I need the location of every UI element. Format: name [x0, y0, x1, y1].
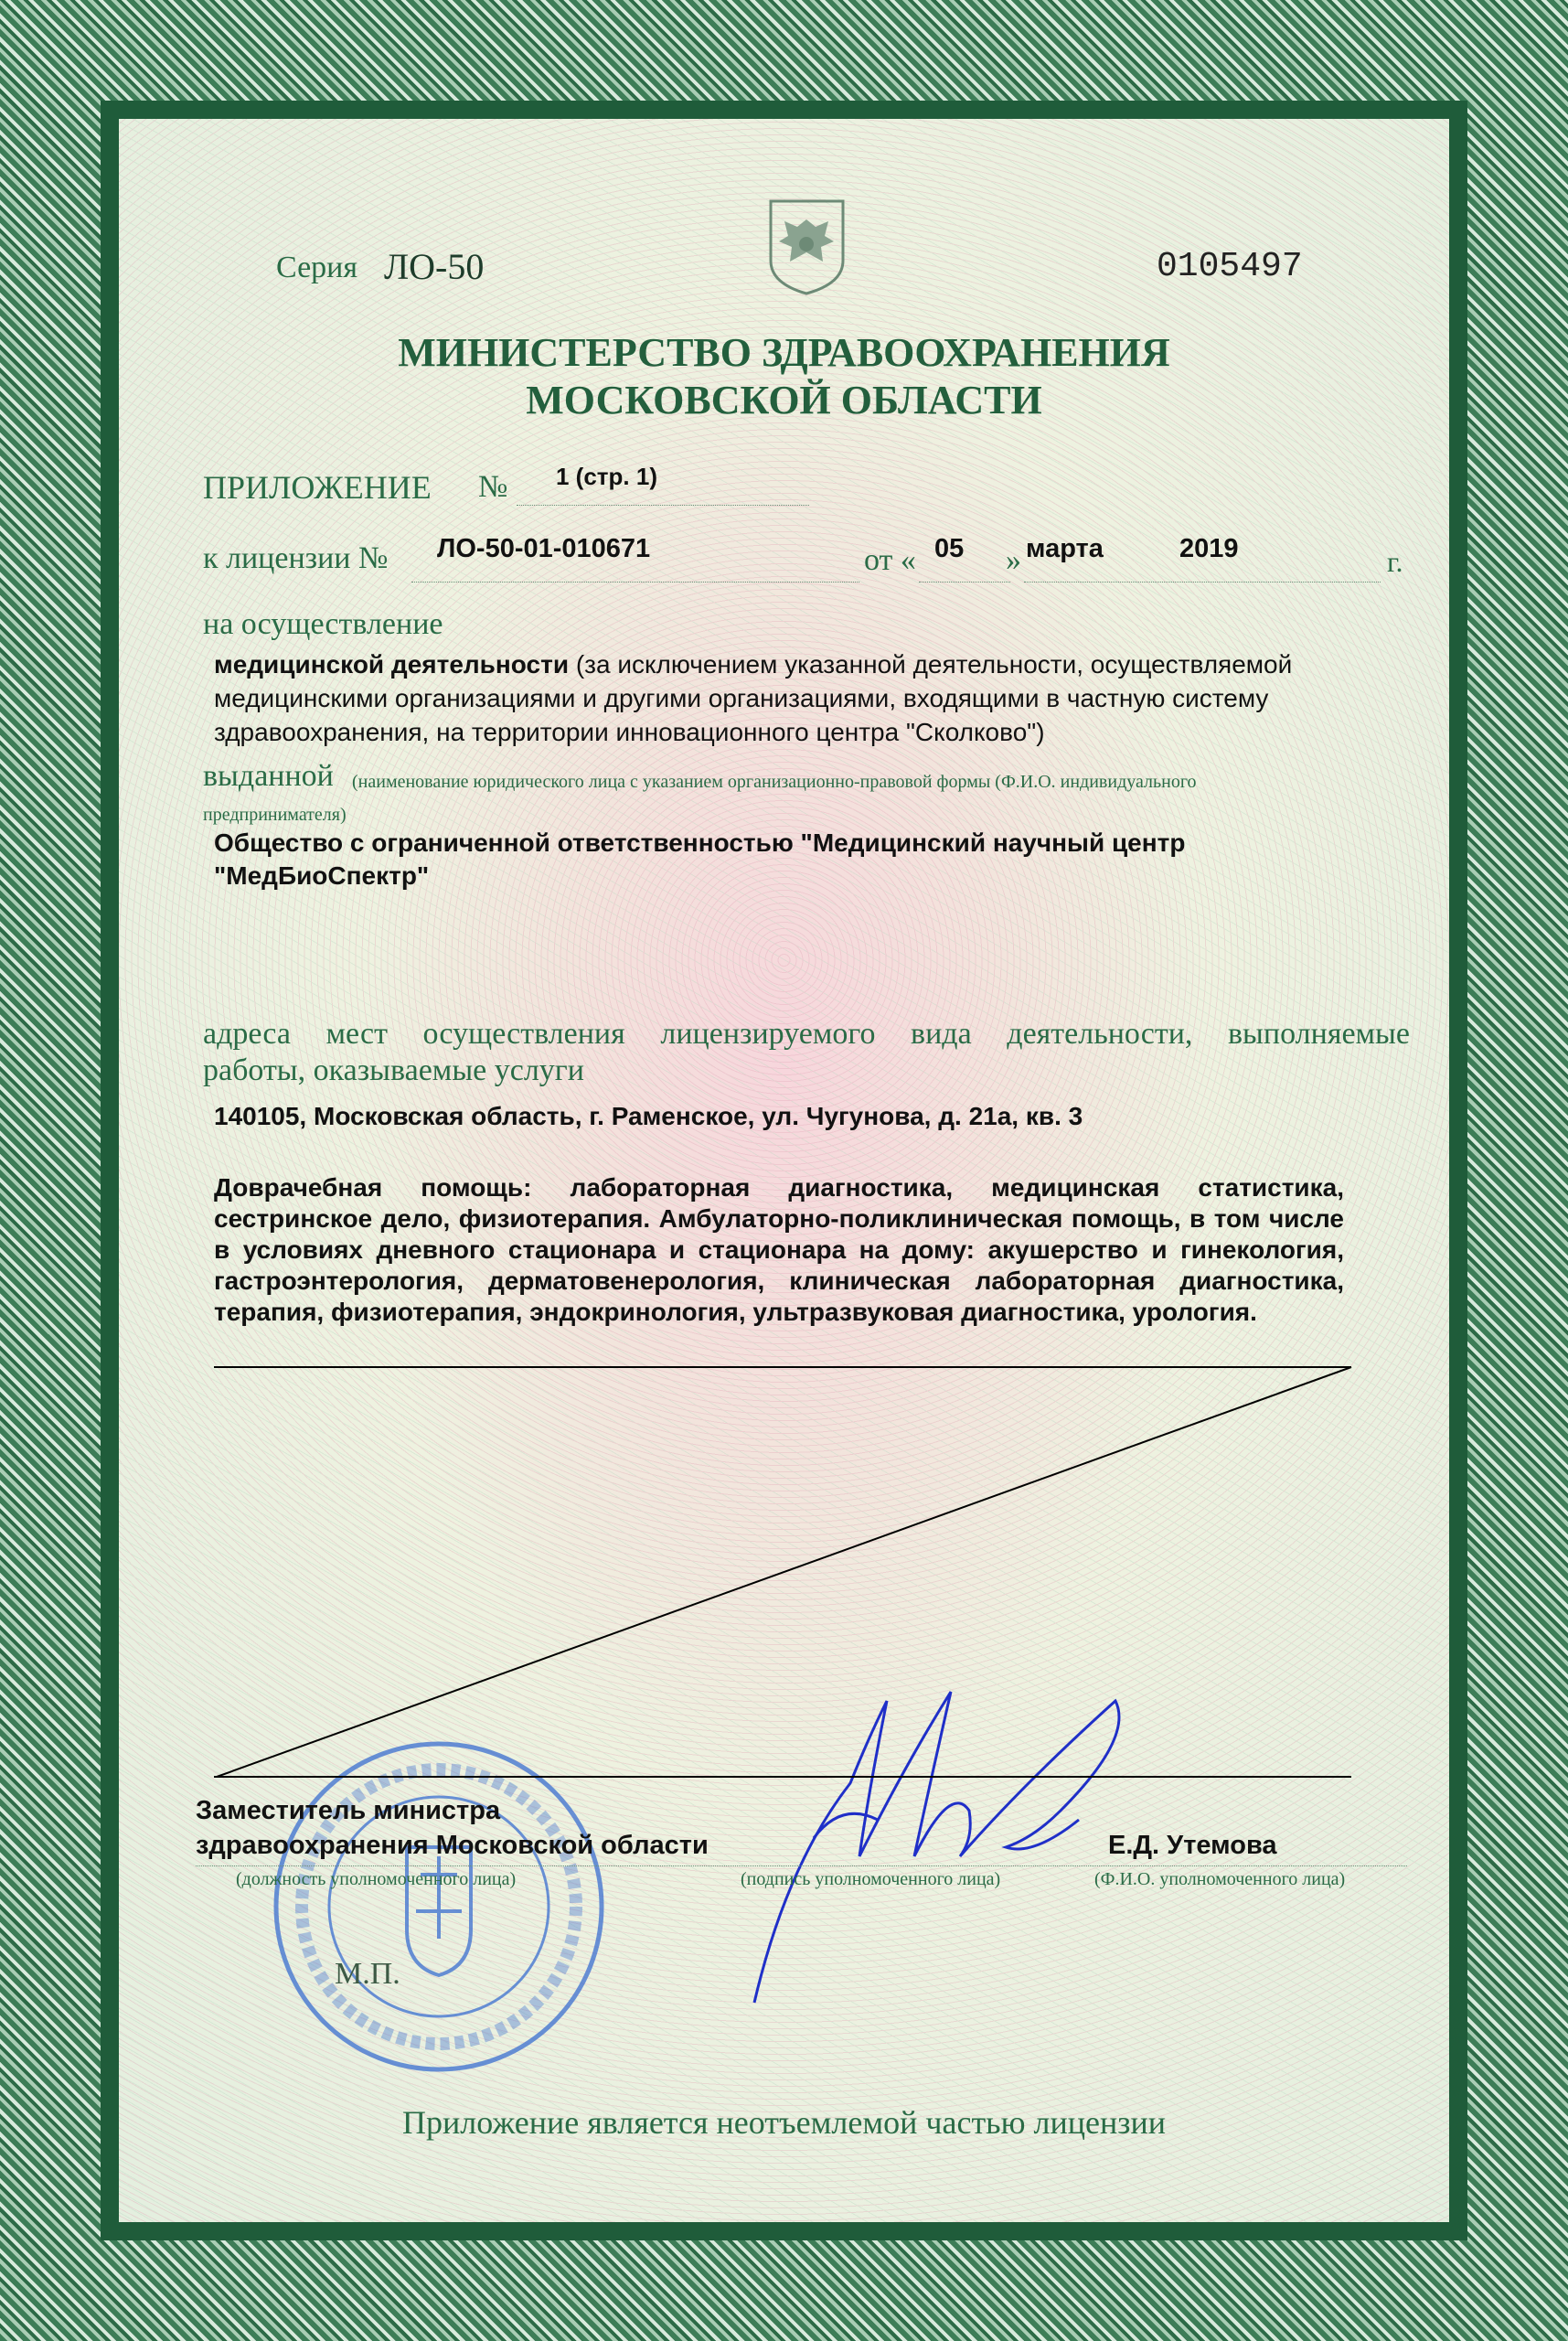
series-value: ЛО-50: [384, 246, 485, 287]
activity-bold: медицинской деятельности: [214, 650, 570, 679]
caption-name: (Ф.И.О. уполномоченного лица): [1094, 1869, 1346, 1889]
position-line2: здравоохранения Московской области: [196, 1831, 709, 1860]
issued-label: выданной: [203, 759, 334, 793]
official-stamp: [270, 1737, 608, 2076]
license-day: 05: [934, 534, 965, 563]
issued-hint-2: предпринимателя): [203, 805, 347, 825]
license-year: 2019: [1179, 534, 1239, 563]
issued-hint: (наименование юридического лица с указанием организационно-правовой формы (Ф.И.О. индивидуального: [352, 772, 1197, 792]
addresses-label-line1: адреса мест осуществления лицензируемого вида деятельности, выполняемые: [203, 1017, 1410, 1051]
series-label: Серия: [276, 251, 358, 284]
ministry-title-line1: МИНИСТЕРСТВО ЗДРАВООХРАНЕНИЯ: [398, 330, 1170, 375]
license-month: марта: [1026, 534, 1104, 563]
appendix-number: 1 (стр. 1): [556, 463, 657, 490]
strike-line-bottom: [214, 1776, 1351, 1778]
activity-text: [214, 647, 1393, 749]
blank-number: 0105497: [1157, 247, 1303, 286]
handwritten-signature: [731, 1683, 1170, 2012]
ministry-title-line2: МОСКОВСКОЙ ОБЛАСТИ: [526, 378, 1042, 422]
position-line1: Заместитель министра: [196, 1796, 501, 1825]
appendix-label: ПРИЛОЖЕНИЕ: [203, 469, 432, 506]
license-number: ЛО-50-01-010671: [437, 534, 651, 563]
coat-of-arms-icon: [763, 197, 850, 297]
address: 140105, Московская область, г. Раменское, ул. Чугунова, д. 21а, кв. 3: [214, 1102, 1083, 1130]
from-label: от «: [864, 543, 916, 577]
services-list: Доврачебная помощь: лабораторная диагностика, медицинская статистика, сестринское дело, физиотерапия. Амбулаторно-поликлиническая помощь, в том числе в условиях дневного стационара и стационара на дому: акушерство и гинекология, гастроэнтерология, дерматовенерология, клиническая лабораторная диагностика, терапия, физиотерапия, эндокринология, ультразвуковая диагностика, урология.: [214, 1173, 1344, 1326]
organization-name-line1: Общество с ограниченной ответственностью "Медицинский научный центр: [214, 828, 1186, 857]
organization-name-line2: "МедБиоСпектр": [214, 861, 430, 890]
addresses-label-line2: работы, оказываемые услуги: [203, 1053, 584, 1087]
caption-signature: (подпись уполномоченного лица): [741, 1869, 1001, 1889]
year-suffix: г.: [1387, 545, 1403, 578]
signer-name: Е.Д. Утемова: [1108, 1831, 1277, 1860]
quote-close: »: [1006, 543, 1021, 577]
caption-position: (должность уполномоченного лица): [236, 1869, 517, 1889]
number-sign: №: [478, 470, 508, 504]
license-label: к лицензии №: [203, 541, 389, 575]
footer-note: Приложение является неотъемлемой частью лицензии: [402, 2104, 1166, 2141]
stamp-place: М.П.: [335, 1957, 400, 1991]
activity-label: на осуществление: [203, 607, 443, 641]
activity-rest: (за исключением указанной деятельности, осуществляемой медицинскими организациями и другими организациями, входящими в частную систему здравоохранения, на территории инновационного центра "Сколково"): [214, 650, 1293, 746]
strike-line-top: [214, 1366, 1351, 1368]
